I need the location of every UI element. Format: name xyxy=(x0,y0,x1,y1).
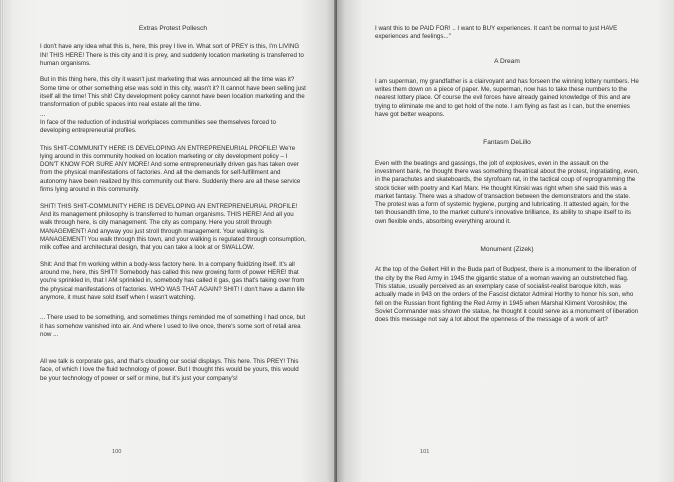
section-text-dream: I am superman, my grandfather is a clairvoyant and has forseen the winning lottery numbers. He writes them down on a piece of paper. Me, superman, now has to take these numbers to the nearest lottery place. Of course the evil forces have already gained knowledge of this and are trying to eliminate me and to get hold of the note. I am flying as fast as I can, but the enemies have got better weapons. xyxy=(375,77,639,119)
paragraph: This SHIT-COMMUNITY HERE IS DEVELOPING AN ENTREPRENEURIAL PROFILE! We're lying around in this community hooked on location marketing or city development policy – I DON'T KNOW FOR SURE ANY MORE! And some entrepreneurially driven gas has taken over from the physical manifestations of factories. And all the demands for self-fulfillment and autonomy have been realized by this community out there. Suddenly there are all these service firms lying around in this community. xyxy=(40,144,301,194)
paragraph: But in this thing here, this city it wasn't just marketing that was announced all the time was it? Some time or other something else was sold in this city, wasn't it? It cannot have been selling just itself all the time! This shit! City development policy cannot have been location marketing and the transformation of public spaces into real estate all the time. xyxy=(40,76,306,109)
paragraph: ... xyxy=(40,110,46,118)
paragraph: ... There used to be something, and sometimes things reminded me of something I had once, but it has somehow vanished into air. And where I used to live once, there's some sort of retail area now ... xyxy=(40,314,306,338)
section-heading-dream: A Dream xyxy=(494,57,520,65)
section-heading-monument: Monument (Zizek) xyxy=(480,246,534,254)
paragraph: I don't have any idea what this is, here, this prey I live in. What sort of PREY is this, I'm LIVING IN! THIS HERE! There is this city and it is prey, and suddenly location marketing is transferred to human organisms. xyxy=(40,43,304,67)
right-page xyxy=(337,0,674,482)
page-edges xyxy=(0,0,4,482)
intro-paragraph: I want this to be PAID FOR! .. I want to BUY experiences. It can't be normal to just HAVE experiences and feelings..." xyxy=(375,25,618,41)
paragraph: Shit: And that I'm working within a body-less factory here. In a company fluidizing itself. It's all around me, here, this SHIT!! Somebody has called this new growing form of power HERE! that you're sprinkled in, that I AM sprinkled in, somebody has called it gas, gas that's taking over from the physical manifestations of factories. WHO WAS THAT AGAIN? SHIT! I don't have a damn life anymore, it must have sold itself when I wasn't watching. xyxy=(40,260,305,301)
paragraph: All we talk is corporate gas, and that's clouding our social displays. This here. This PREY! This face, of which I love the fluid technology of power. But I thought this would be yours, this would be your technology of power or self or mine, but it's just your company's! xyxy=(40,358,299,382)
left-page-heading: Extras Protest Pollesch xyxy=(138,25,208,32)
left-page-text xyxy=(40,25,306,391)
page-number-left: 100 xyxy=(112,449,122,455)
section-heading-fantasm: Fantasm DeLillo xyxy=(483,139,531,147)
page-number-right: 101 xyxy=(420,449,430,455)
left-page xyxy=(0,0,336,482)
section-text-monument: At the top of the Gellert Hill in the Buda part of Budpest, there is a monument to the liberation of the city by the Red Army in 1945 the gigantic statue of a woman waving an outstretched flag. This statue, usually perceived as an exemplary case of socialist-realist baroque kitch, was actually made in 943 on the orders of the Fascist dictator Admiral Horthy to honor his son, who fell on the Russian front fighting the Red Army in 1945 when Marshal Kliment Voroshilov, the Soviet Commander was shown the statue, he thought it could serve as a monument of liberation does this message not say a lot about the openness of the message of a work of art? xyxy=(375,266,639,324)
paragraph: In face of the reduction of industrial workplaces communities see themselves forced to developing entrepreneurial profiles. xyxy=(40,118,276,135)
paragraph: SHIT! THIS SHIT-COMMUNITY HERE IS DEVELOPING AN ENTREPRENEURIAL PROFILE! And its management philosophy is transferred to human organisms. THIS HERE! And all you walk through here, is city management. The city as company. Here you stroll through MANAGEMENT! And anyway you just stroll through management. Your walking is MANAGEMENT! You walk through this town, and your walking is regulated through consumption, milk coffee and architectural design, that you can take a look at or SWALLOW. xyxy=(40,202,306,252)
section-text-fantasm: Even with the beatings and gassings, the jolt of explosives, even in the assault on the investment bank, he thought there was something theatrical about the protest, ingratiating, even, in the parachutes and skateboards, the styrofoam rat, in the tactical coup of reprogramming the stock ticker with poetry and Karl Marx. He thought Kinski was right when she said this was a market fantasy. There was a shadow of transaction between the demonstrators and the state. The protest was a form of systemic hygiene, purging and lubricating. It attested again, for the ten thousandth time, to the market culture's innovative brilliance, its ability to shape itself to its own flexible ends, absorbing everything around it. xyxy=(375,159,639,225)
right-page-text xyxy=(375,25,639,333)
